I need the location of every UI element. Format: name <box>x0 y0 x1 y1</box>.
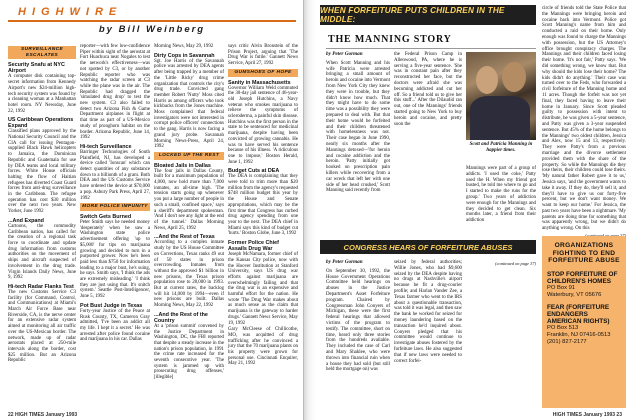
couple-photo <box>466 52 536 140</box>
item-heading: ...And the Rest of Texas <box>154 234 215 241</box>
org-address: Waterbury, VT 05676 <box>547 291 602 298</box>
box-heading: GUMSHOES OF HOPE <box>228 69 298 77</box>
photo-caption: Scott and Patricia Manning in happier times. <box>469 142 533 153</box>
item-body: A computer disk containing top-secret information from Kennedy Airport's new $24-million high-tech security system was found by a cleaning woman at a Manhattan hotel room. NY Newsday, June 22, 1992 <box>8 74 76 114</box>
item-heading: ...And Expand <box>8 217 44 224</box>
item-body: says critic Alvin Bronstein of the Prison Project, arguing that 'The Drug War is futile.' Gannett News Service, April 27, 1992 <box>228 44 298 67</box>
story-text: circle of friends told the State Police that the Mannings were bringing heroin and cocaine back into Vermont. Police got Scott Manning's name from him and conducted a raid on their home. Only enough was found to charge the Mannings with possession, but the US Attorney's office brought conspiracy charges. The Mannings and their children faced losing their home. 'It's not fair,' Patty says. 'We did something wrong, we know that. But why should the kids lose their home? The kids didn't do anything.' Their case was turned over to the Feds, who forwarded a civil forfeiture of the Manning home and 11 acres. Though the forfeit was not yet final, they faced having to leave their home in January. Since Scott pleaded guilty to possession with intent to distribute, he was given a 5-year sentence, and Patty was given a 3-year suspended sentence. But 45% of the home belongs to the Mannings' two oldest children, Jessica and Alex, now 15 and 13, respectively. They were Patty's from a previous marriage and the divorce settlement provided them with the share of the property. So while the Mannings die they lose theirs, their children could lose theirs. 'My natural father Robert gave it to us,' Jessica says, 'and the government wants to take it away. If they do, they'll sell it, and they'll have to give us our forty-five percent, but we don't want money. We want to keep our home.' For Jessica, the past two years have been a nightmare. 'My parents are doing time for something that was apparently wrong, but we didn't do anything wrong. On this <box>542 6 626 232</box>
organizations-title: ORGANIZATIONS FIGHTING TO END FORFEITURE ABUSE <box>548 242 620 265</box>
story-text: On September 30, 1992, the House Government Operations Committee held hearings on abuses in the Justice Department's Asset Forfeiture program. Chaired by Congressman John Conyers of Michigan, these were the first federal hearings that allowed victims of the program to testify. The committee, short on time, heard only three stories from the hundreds available. They included the case of Carl and Mary Shaklee, who were thrown into financial ruin when a house they had sold (but still held the mortgage on) was <box>326 268 390 373</box>
right-page <box>316 0 630 420</box>
second-story-banner: CONGRESS HEARS OF FORFEITURE ABUSES <box>320 240 536 254</box>
story-column-2 <box>394 52 462 232</box>
second-story-byline: by Peter Gorman <box>326 259 363 265</box>
item-body: Barringer Technologies of South Plainfield, NJ, has developed a device called 'Ionscan' which can detect quantities of any substance down to a billionth of a gram. Both DEA and the US Customs Service have ordered the device at $70,000 a pop. Asbury Park Press, April 27, 1992 <box>80 149 150 201</box>
section-byline: by Bill Weinberg <box>98 24 206 35</box>
item-heading: US Caribbean Operations Expand <box>8 117 74 130</box>
item-body: Morning News, May 29, 1992 <box>154 44 214 49</box>
item-heading: Sanity in Massachusetts <box>228 79 291 86</box>
left-column-4 <box>228 44 298 408</box>
item-heading: Former Police Chief Assails Drug War <box>228 240 279 253</box>
item-body: Classified plans approved by the National Security Council and the CIA call for issuing Pentagon-supplied Black Hawk helicopters to Jamaica, the Dominican Republic and Guatemala for use by DEA teams and local military forces. White House officials halting the flow of Haitian refugees has diverted Coast Guard forces from anti-drug surveillance in the Caribbean. The refugee operation has cost $30 million over the next two years. New Yorker, June 1992 <box>8 129 76 215</box>
item-body: Forty-year Justice of the Peace at Rusk County, TX, Cameron Gray admitted, 'I've been an addict all my life. I kept it a secret.' He was arrested after police found cocaine and marijuana in his car. Dallas <box>80 308 150 343</box>
section-rule <box>8 20 296 22</box>
item-body: The DEA is complaining that they were told to trim more than $20 million from the agency's requested $748 million budget this year by the House and Senate appropriations, which may be the first time that Congress has curbed drug agency spending from one year to the next. The DEA chief in Miami says this kind of budget cut 'hurts.' Boston Globe, June 3, 1992 <box>228 174 298 237</box>
org-phone: (201) 827-2177 <box>547 338 587 345</box>
story-column-1 <box>326 52 390 232</box>
story-column-4 <box>542 6 626 232</box>
left-page <box>0 0 304 420</box>
story-text: seized by federal authorities; Willie Jones, who had $9,600 seized by the DEA despite having no drugs at Nashville's airport because he fit a drug-courier profile; and Harlan Vander Zee, a Texas farmer who went to the IRS about a questionable transaction, was told it was legal, and then saw the bank he worked for seized for money laundering based on the transaction he'd inquired about. Conyers pledged that his committee would continue to investigate abuses fostered by the forfeiture laws. He also suggested that if new laws were needed to correct forfei- <box>394 260 462 364</box>
item-body: The new Customs Service C3 facility (for Command, Control, and Communications) at Miami's March Air Force Base near Riverside, CA, is the nerve center for an extensive radar system aimed at monitoring all air traffic over the US-Mexican border. The network, made up of radar aerostats placed at 250-mile intervals along the border, cost $25 million. But an Arizona Republic <box>8 289 76 364</box>
left-column-1 <box>8 44 76 408</box>
org-address: PO Box 91 <box>547 285 576 292</box>
second-story-column-2 <box>394 260 462 406</box>
left-column-3 <box>154 44 224 408</box>
item-heading: Pot Bust Judge in Texas <box>80 302 143 309</box>
story-banner: WHEN FORFEITURE PUTS CHILDREN IN THE MIDDLE: <box>320 5 536 25</box>
org-address: Franklin, NJ 07416-0513 <box>547 332 611 339</box>
item-heading: Bloated Jails in Dallas <box>154 162 211 169</box>
item-heading: Dirty Cops in Savannah <box>154 52 215 59</box>
story-text: When Scott Manning and his wife Patricia were arrested bringing a small amount of heroin and cocaine into Vermont from New York City they knew they were in trouble, but they didn't know how much. That they might have to do some time was a possibility they were prepared to deal with. But that their home would be forfeited and their children threatened with homelessness was not. Their case began in June 1990, nearly six months after the Mannings detoxed—'for heroin and cocaine addiction and the heroin. 'Patty initially got hooked on prescription pain killers while recovering from a car wreck that left her with one side of her head crushed,' Scott Manning said recently from <box>326 60 390 194</box>
item-body: reporter—with few low-confidence Piper within sight of the aerostat at Fort Huachuca near Nogales to test the network's effectiveness—was not spotted by C3, or by another Republic reporter who was watching the radar screen at C3 while the plane was in the air. The Republic had dragged the 'simulated drug drop' to test the new system. C3 also failed to detect two Arizona Fish & Game Department airplanes in flight at that time as part of a US-Mexico study of pronghorn habitat on the border. Arizona Republic, June 14, 1992 <box>80 44 150 141</box>
photo-figure <box>470 96 530 140</box>
second-story-column-3 <box>466 260 536 406</box>
left-column-2 <box>80 44 150 408</box>
continued-note: (continued on page 37) <box>495 261 536 266</box>
section-header <box>8 6 296 40</box>
item-heading: Switch Gets Burned <box>80 213 132 220</box>
left-page-footer: 22 HIGH TIMES January 1993 <box>8 412 78 418</box>
story-rule <box>326 48 536 49</box>
item-body: According to a complex inmate study by the US House Committee on Corrections, Texas ranks 49 out of 50 states in prison overcrowding. Inmates from without the approved $1 billion in new prisons, the Texas prison population rose to 28,000 in 1993. But at current rates, the backlog will hit 14,000 by 1994—even if new prisons are built. Dallas Morning News, May 22, 1992 <box>154 240 224 309</box>
box-heading: LOCKED UP THE REST <box>154 152 224 160</box>
story-byline: by Peter Gorman <box>326 51 363 57</box>
item-heading: Hi-tech Surveillance <box>80 143 132 150</box>
story-text: the Federal Prison Camp in Allenwood, PA, where he is serving a five-year sentence. 'She was in constant pain after they reconstructed her face, but the doctors were afraid she was becoming addicted and cut her off. So a friend told us to give her this stuff...' After the Dilaudid ran out, one of the Mannings' friends started going to New York to buy heroin and cocaine, and pretty soon the <box>394 52 462 127</box>
second-story-column-1 <box>326 260 390 406</box>
org-name: FEAR (FORFEITURE ENDANGERS AMERICAN RIGHTS) <box>547 303 610 326</box>
item-body: Peter Smith says he needed money 'desperately' when he saw a Washington state police advertisement offering 'up to $5,000' for tips on marijuana growing and decided to turn in a purported grower. Now he's been paid less than $750 for information leading to a major bust, he's suing, he says. Smith says, 'I think the ads are extremely misleading.' 'I think they are just using that. It's snitch system.' Seattle Post-Intelligencer, June 5, 1992 <box>80 219 150 300</box>
org-name: STOP FORFEITURE OF CHILDREN'S HOMES <box>547 270 618 285</box>
right-page-footer: HIGH TIMES January 1993 23 <box>552 412 622 418</box>
item-body: Joseph McNamara, former chief of the Kansas City police, now with the Hoover Institution at Stanford University, says US drug war efforts against marijuana are overwhelmingly failing and that the drug war is an expensive and harmful effort for the nation. He wrote 'The Drug War makes about as much sense as the claim that marijuana is the gateway to harder drugs.' Gannett News Service, May 19, 1992 <box>228 252 298 326</box>
box-heading: SURVEILLANCE ESCALATES <box>8 46 76 59</box>
story-column-3 <box>466 166 536 232</box>
organizations-box <box>542 236 626 408</box>
item-heading: Security Snafu at NYC Airport <box>8 62 65 75</box>
photo-figure <box>476 66 498 94</box>
item-heading: Hi-tech Radar Flanks Test <box>8 283 74 290</box>
section-title: HIGHWIRE <box>18 6 123 18</box>
story-text: Mannings were part of a group of addicts. 'I used the coke,' Patty used the H. When my friend got busted, he told me where to go and I started to make the runs for the group.' Two years of addiction were enough for the Mannings and they decided to get clean. Six months later, a friend from their addiction <box>466 166 536 224</box>
item-body: Governor William Weld commuted the 30-day jail sentence of 46-year-old Joseph Hutchins, a Navy veteran who smokes marijuana to relieve the symptoms of scleroderma, a painful skin disease. Hutchins was the first person in the state to be sentenced for medicinal marijuana, despite having been convicted of growing cannabis. He was to have served his sentence because of his illness. 'A ridiculous one to impose,' Boston Herald, June 1, 1992 <box>228 85 298 165</box>
org-address: PO Box 513 <box>547 325 579 332</box>
story-title: THE MANNING STORY <box>328 34 452 45</box>
box-heading: MORE POLICE IMPUNITY <box>80 203 150 211</box>
page-gutter <box>304 0 316 420</box>
item-heading: Budget Cuts at DEA <box>228 168 280 175</box>
item-heading: ...And the Rest of the Country <box>154 311 208 324</box>
item-body: Gary McCleese of Chillicothe, MO, was acquitted of drug trafficking after he convinced a jury that the 70 marijuana plants on his property were grown for personal use. Cincinnati Enquirer, May 21, 1992 <box>228 327 298 367</box>
item-body: Cartoons, the commodity Caribbean nation, has called for the creation of a regional task force to coordinate and update drug information from customs authorities on the movement of ships and aircraft suspected of involvement in the drug trade. Virgin Islands Daily News, June 9, 1992 <box>8 223 76 281</box>
item-body: Sgt. Joe Harris of the Savannah police was arrested by DEA agents after being trapped by a member of the 'Little Ricky' drug crime organization that controls the city's drug trade. Convicted gang member Robert 'Nutty' Moss cited Harris as among officers who took kickbacks from the Jones machine. Moss complained that federal investigators were not interested in corrupt police officers' connections to the gang. Harris is now facing a grand jury probe. Savannah Morning News-Press, April 24, 1992 <box>154 58 224 150</box>
photo-figure <box>502 62 526 92</box>
item-body: At a 'prison summit' convened by the Justice Department in Washington, DC, the FBI reported that despite a steady increase in the nation's prison population, in 1991 the crime rate increased for the seventh consecutive year. 'The system is jammed up with prosecuting drug offenses,' [illegible] <box>154 323 224 381</box>
item-body: The four jails in Dallas County, built for a maximum population of 4,000, now hold more than 7,000 inmates, an all-time high. 'The tension starts going up whenever you put a large number of people in such a small, confined space,' says a sheriff's department spokesman. 'And I don't see any light at the end of the tunnel.' Dallas Morning News, April 25, 1992 <box>154 168 224 231</box>
